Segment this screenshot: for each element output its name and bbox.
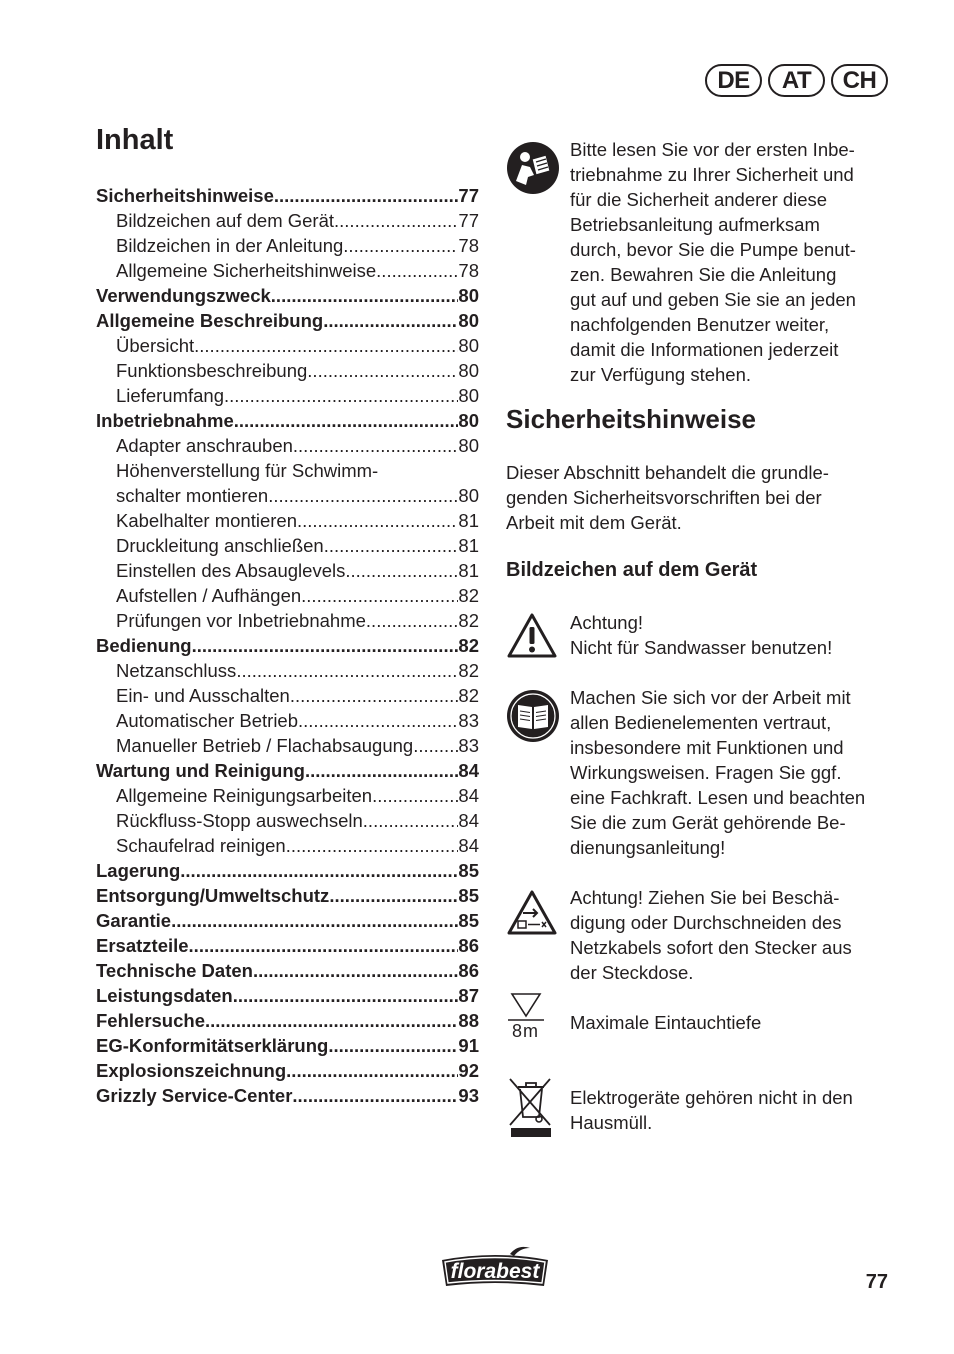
toc-entry-page: 81 <box>458 535 479 556</box>
text-line: genden Sicherheitsvorschriften bei der <box>506 487 822 508</box>
toc-leader-dots <box>268 483 458 508</box>
table-of-contents <box>96 183 479 1108</box>
toc-entry <box>96 558 479 583</box>
symbol-text: Elektrogeräte gehören nicht in den Hausmüll. <box>570 1087 853 1133</box>
florabest-logo <box>438 1244 552 1295</box>
toc-entry-label: Manueller Betrieb / Flachabsaugung <box>116 735 414 756</box>
toc-entry-page: 80 <box>458 385 479 406</box>
toc-entry-page: 82 <box>458 585 479 606</box>
text-line: damit die Informationen jederzeit <box>570 339 839 360</box>
toc-entry-page: 82 <box>458 685 479 706</box>
toc-entry <box>96 608 479 633</box>
toc-entry <box>96 808 479 833</box>
toc-entry <box>96 208 479 233</box>
text-line: Bitte lesen Sie vor der ersten Inbe- <box>570 139 855 160</box>
toc-entry-label: Adapter anschrauben <box>116 435 293 456</box>
toc-entry <box>96 1058 479 1083</box>
symbol-text: Machen Sie sich vor der Arbeit mit allen Bedienelementen vertraut, insbesondere mit Funktionen und Wirkungsweisen. Fragen Sie ggf. eine Fachkraft. Lesen und beachten Sie die zum Gerät gehörende Be- dienungsanleitung! <box>570 687 866 858</box>
toc-entry-label: Prüfungen vor Inbetriebnahme <box>116 610 366 631</box>
toc-leader-dots <box>192 633 459 658</box>
text-line: triebnahme zu Ihrer Sicherheit und <box>570 164 854 185</box>
toc-entry-label: Bildzeichen in der Anleitung <box>116 235 344 256</box>
unplug-warning-icon <box>506 889 558 937</box>
toc-entry-page: 81 <box>458 510 479 531</box>
toc-entry-page: 80 <box>458 285 479 306</box>
toc-entry <box>96 858 479 883</box>
toc-entry-page: 86 <box>458 935 479 956</box>
symbol-text: Achtung! Ziehen Sie bei Beschä- digung oder Durchschneiden des Netzkabels sofort den Stecker aus der Steckdose. <box>570 887 852 983</box>
toc-entry-label: Lieferumfang <box>116 385 224 406</box>
toc-entry-page: 84 <box>458 760 479 781</box>
toc-entry <box>96 758 479 783</box>
toc-entry-page: 80 <box>458 335 479 356</box>
toc-entry-label: Lagerung <box>96 860 181 881</box>
toc-entry <box>96 358 479 383</box>
toc-leader-dots <box>307 358 458 383</box>
text-line: Betriebsanleitung aufmerksam <box>570 214 820 235</box>
toc-entry-page: 86 <box>458 960 479 981</box>
read-manual-icon <box>506 141 560 195</box>
toc-entry-label: Einstellen des Absauglevels <box>116 560 346 581</box>
toc-leader-dots <box>376 258 458 283</box>
toc-entry-label: Fehlersuche <box>96 1010 205 1031</box>
toc-entry-label: Allgemeine Beschreibung <box>96 310 324 331</box>
symbols-heading: Bildzeichen auf dem Gerät <box>506 559 758 581</box>
toc-entry-page: 87 <box>458 985 479 1006</box>
toc-entry-label: Inbetriebnahme <box>96 410 234 431</box>
toc-entry-page: 80 <box>458 435 479 456</box>
toc-entry-label: Höhenverstellung für Schwimm- <box>116 460 379 481</box>
toc-leader-dots <box>305 758 458 783</box>
toc-entry <box>96 258 479 283</box>
toc-leader-dots <box>271 283 459 308</box>
toc-entry-page: 82 <box>458 660 479 681</box>
toc-leader-dots <box>194 333 458 358</box>
language-badge-de: DE <box>705 64 762 97</box>
toc-entry-label: Garantie <box>96 910 172 931</box>
toc-leader-dots <box>301 583 458 608</box>
toc-entry-page: 92 <box>458 1060 479 1081</box>
toc-leader-dots <box>253 958 458 983</box>
toc-entry-label: Kabelhalter montieren <box>116 510 297 531</box>
toc-entry-label: Ersatzteile <box>96 935 189 956</box>
text-line: Dieser Abschnitt behandelt die grundle- <box>506 462 829 483</box>
toc-entry <box>96 833 479 858</box>
toc-leader-dots <box>343 233 458 258</box>
toc-entry-page: 85 <box>458 885 479 906</box>
toc-entry <box>96 433 479 458</box>
toc-entry <box>96 533 479 558</box>
toc-entry <box>96 708 479 733</box>
toc-entry-label: EG-Konformitätserklärung <box>96 1035 329 1056</box>
toc-entry-page: 85 <box>458 910 479 931</box>
text-line: gut auf und geben Sie sie an jeden <box>570 289 856 310</box>
toc-entry <box>96 958 479 983</box>
toc-entry-label: Übersicht <box>116 335 195 356</box>
toc-entry-page: 77 <box>458 185 479 206</box>
toc-entry <box>96 783 479 808</box>
toc-entry-label: Verwendungszweck <box>96 285 271 306</box>
immersion-depth-icon <box>506 992 546 1044</box>
toc-entry-label: Aufstellen / Aufhängen <box>116 585 302 606</box>
toc-leader-dots <box>298 708 458 733</box>
toc-entry-page: 78 <box>458 235 479 256</box>
toc-leader-dots <box>328 1033 458 1058</box>
toc-entry-label: Bildzeichen auf dem Gerät <box>116 210 335 231</box>
toc-leader-dots <box>180 858 458 883</box>
toc-entry-label: Technische Daten <box>96 960 253 981</box>
toc-entry-label: Wartung und Reinigung <box>96 760 305 781</box>
page-number: 77 <box>865 1271 888 1293</box>
toc-title: Inhalt <box>96 124 174 156</box>
toc-entry-page: 80 <box>458 485 479 506</box>
toc-entry-page: 82 <box>458 635 479 656</box>
toc-leader-dots <box>292 1083 458 1108</box>
toc-entry-page: 80 <box>458 410 479 431</box>
toc-leader-dots <box>274 183 459 208</box>
toc-leader-dots <box>345 558 458 583</box>
text-line: zen. Bewahren Sie die Anleitung <box>570 264 837 285</box>
toc-entry-label: Leistungsdaten <box>96 985 233 1006</box>
language-badges <box>705 64 888 97</box>
symbol-text: Maximale Eintauchtiefe <box>570 1012 762 1033</box>
toc-entry-page: 91 <box>458 1035 479 1056</box>
toc-leader-dots <box>324 533 459 558</box>
toc-entry-label: Ein- und Ausschalten <box>116 685 290 706</box>
toc-entry-label: Rückfluss-Stopp auswechseln <box>116 810 363 831</box>
warning-triangle-icon <box>506 612 558 660</box>
toc-entry-page: 88 <box>458 1010 479 1031</box>
text-line: für die Sicherheit anderer diese <box>570 189 828 210</box>
toc-entry-label: Allgemeine Reinigungsarbeiten <box>116 785 373 806</box>
text-line: durch, bevor Sie die Pumpe benut- <box>570 239 856 260</box>
text-line: Arbeit mit dem Gerät. <box>506 512 682 533</box>
manual-book-icon <box>506 689 560 743</box>
toc-leader-dots <box>334 208 458 233</box>
toc-leader-dots <box>290 683 459 708</box>
safety-intro-text <box>506 460 896 535</box>
toc-leader-dots <box>372 783 458 808</box>
toc-entry <box>96 408 479 433</box>
toc-leader-dots <box>329 883 458 908</box>
toc-entry <box>96 733 479 758</box>
toc-leader-dots <box>236 658 458 683</box>
toc-leader-dots <box>286 833 459 858</box>
immersion-depth-label: 8m <box>512 1021 540 1041</box>
toc-leader-dots <box>234 408 459 433</box>
toc-entry-label: Allgemeine Sicherheitshinweise <box>116 260 377 281</box>
toc-entry <box>96 883 479 908</box>
toc-leader-dots <box>293 433 459 458</box>
language-badge-ch: CH <box>831 64 888 97</box>
toc-entry-page: 85 <box>458 860 479 881</box>
safety-heading: Sicherheitshinweise <box>506 404 756 434</box>
toc-entry-page: 80 <box>458 360 479 381</box>
toc-entry <box>96 908 479 933</box>
toc-entry <box>96 658 479 683</box>
toc-entry <box>96 1083 479 1108</box>
toc-entry <box>96 283 479 308</box>
toc-entry-page: 93 <box>458 1085 479 1106</box>
toc-entry-label: Explosionszeichnung <box>96 1060 287 1081</box>
toc-entry-page: 83 <box>458 710 479 731</box>
brand-name: florabest <box>450 1260 540 1283</box>
toc-leader-dots <box>366 608 459 633</box>
toc-entry-page: 84 <box>458 810 479 831</box>
toc-entry <box>96 333 479 358</box>
toc-entry-label: Funktionsbeschreibung <box>116 360 308 381</box>
toc-entry <box>96 308 479 333</box>
toc-entry <box>96 1008 479 1033</box>
toc-entry-page: 80 <box>458 310 479 331</box>
symbol-text: Achtung! Nicht für Sandwasser benutzen! <box>570 612 833 658</box>
toc-entry-label: Grizzly Service-Center <box>96 1085 293 1106</box>
toc-leader-dots <box>224 383 458 408</box>
toc-leader-dots <box>233 983 459 1008</box>
toc-entry-label: Automatischer Betrieb <box>116 710 299 731</box>
toc-entry <box>96 183 479 208</box>
toc-leader-dots <box>323 308 458 333</box>
toc-entry-label: schalter montieren <box>116 485 269 506</box>
toc-entry <box>96 383 479 408</box>
text-line: zur Verfügung stehen. <box>570 364 752 385</box>
toc-entry-page: 81 <box>458 560 479 581</box>
toc-entry <box>96 983 479 1008</box>
toc-entry-page: 82 <box>458 610 479 631</box>
intro-text <box>570 137 856 387</box>
crossed-bin-icon <box>506 1075 556 1139</box>
text-line: nachfolgenden Benutzer weiter, <box>570 314 830 335</box>
toc-entry-page: 77 <box>458 210 479 231</box>
toc-entry-label: Netzanschluss <box>116 660 237 681</box>
toc-leader-dots <box>297 508 458 533</box>
toc-leader-dots <box>205 1008 458 1033</box>
toc-entry-label: Druckleitung anschließen <box>116 535 324 556</box>
toc-entry <box>96 508 479 533</box>
toc-entry-label: Sicherheitshinweise <box>96 185 274 206</box>
toc-leader-dots <box>413 733 458 758</box>
toc-leader-dots <box>189 933 459 958</box>
toc-entry <box>96 483 479 508</box>
toc-leader-dots <box>363 808 459 833</box>
language-badge-at: AT <box>768 64 825 97</box>
toc-entry-page: 84 <box>458 785 479 806</box>
toc-entry <box>96 933 479 958</box>
toc-leader-dots <box>171 908 458 933</box>
toc-entry-page: 84 <box>458 835 479 856</box>
toc-entry-label: Schaufelrad reinigen <box>116 835 286 856</box>
toc-entry-page: 83 <box>458 735 479 756</box>
toc-entry <box>96 683 479 708</box>
toc-entry <box>96 583 479 608</box>
toc-entry <box>96 633 479 658</box>
toc-entry <box>96 233 479 258</box>
toc-entry-label: Bedienung <box>96 635 192 656</box>
toc-leader-dots <box>286 1058 458 1083</box>
toc-entry-page: 78 <box>458 260 479 281</box>
toc-entry-label: Entsorgung/Umweltschutz <box>96 885 330 906</box>
toc-entry <box>96 1033 479 1058</box>
